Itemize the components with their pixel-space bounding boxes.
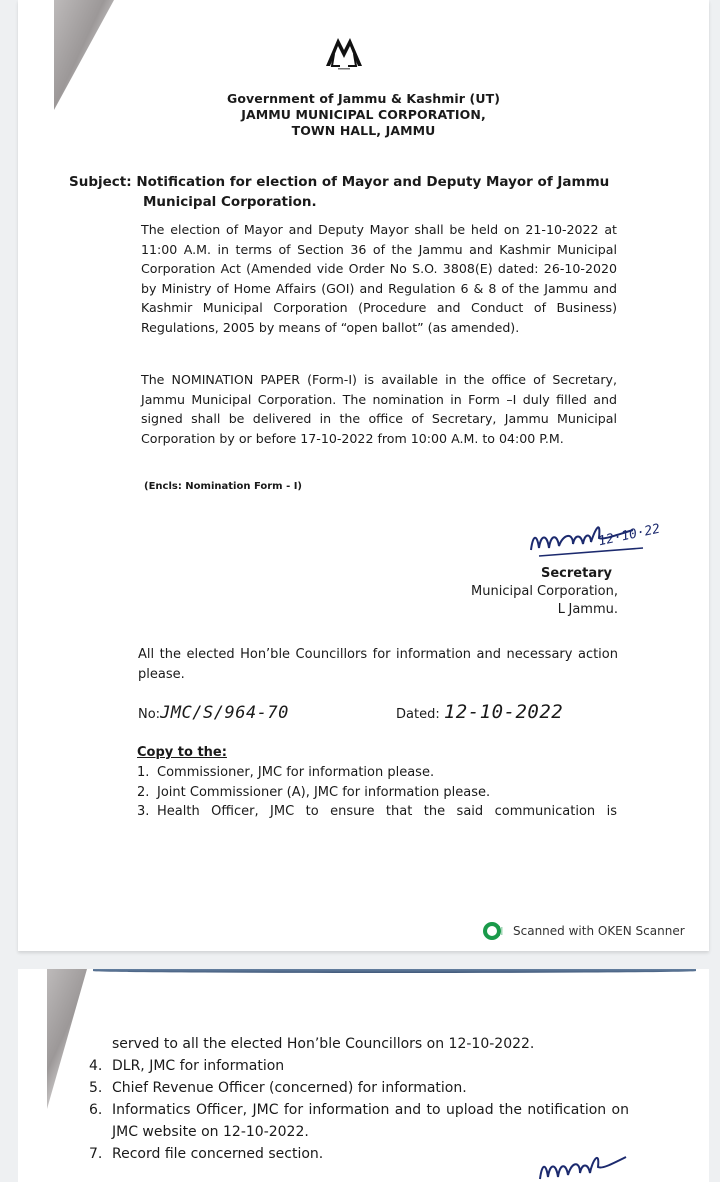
signatory-title: Secretary [541,566,612,581]
scanner-watermark [483,920,685,942]
header-line-government: Government of Jammu & Kashmir (UT) [226,91,501,106]
signature-icon [538,1139,668,1182]
nomination-paragraph: The NOMINATION PAPER (Form-I) is available in the office of Secretary, Jammu Municipal Corporation. The nomination in Form –I duly filled and signed shall be delivered in the office of Secretary, Jammu Municipal Corporation by or before 17-10-2022 from 10:00 A.M. to 04:00 P.M. [141,372,617,446]
copy-item: 4. DLR, JMC for information [89,1058,285,1074]
signature-date: 12·10·22 [597,521,662,550]
document-page-1 [18,0,709,951]
copy-item-continued: served to all the elected Hon’ble Councillors on 12-10-2022. [112,1036,535,1052]
scanner-label: Scanned with OKEN Scanner [513,924,685,938]
copy-item: 1. Commissioner, JMC for information please. [137,765,435,780]
header-line-address: TOWN HALL, JAMMU [291,123,436,138]
header-line-corporation: JAMMU MUNICIPAL CORPORATION, [241,107,486,122]
reference-number-label: No: [138,707,161,722]
jmc-logo-icon [320,34,368,74]
addressee-text: All the elected Hon’ble Councillors for information and necessary action please. [138,647,618,682]
copy-item: 5. Chief Revenue Officer (concerned) for information. [89,1080,467,1096]
signatory-place: L Jammu. [557,602,618,617]
signature-stroke-remnant [93,969,696,973]
signatory-org: Municipal Corporation, [471,584,618,599]
subject-text: Notification for election of Mayor and Deputy Mayor of Jammu [136,174,610,190]
subject [69,172,629,212]
election-paragraph: The election of Mayor and Deputy Mayor shall be held on 21-10-2022 at 11:00 A.M. in terms of Section 36 of the Jammu and Kashmir Municipal Corporation Act (Amended vide Order No S.O. 3808(E) dated: 26-10-2020 by Ministry of Home Affairs (GOI) and Regulation 6 & 8 of the Jammu and Kashmir Municipal Corporation (Procedure and Conduct of Business) Regulations, 2005 by means of “open ballot” (as amended). [141,222,617,335]
dated [396,701,563,723]
enclosure-note: (Encls: Nomination Form - I) [144,481,302,492]
dated-label: Dated: [396,707,440,722]
signature-icon [523,512,663,572]
signature-block [458,565,618,619]
page-fold-shadow [47,969,87,1109]
subject-label: Subject: [69,174,132,190]
copy-item: 6. Informatics Officer, JMC for information and to upload the notification on JMC website on 12-10-2022. [89,1102,629,1140]
dated-value: 12-10-2022 [443,701,564,723]
subject-text-continued: Municipal Corporation. [143,194,317,210]
copy-item: 3. Health Officer, JMC to ensure that the said communication is [137,804,617,819]
copy-list [137,763,617,822]
copy-item: 7. Record file concerned section. [89,1146,324,1162]
reference-number [138,703,289,723]
copy-item: 2. Joint Commissioner (A), JMC for information please. [137,784,491,800]
oken-scanner-icon [483,920,505,942]
copy-to-title: Copy to the: [137,745,227,760]
reference-number-value: JMC/S/964-70 [160,703,289,723]
document-page-2 [18,969,709,1182]
